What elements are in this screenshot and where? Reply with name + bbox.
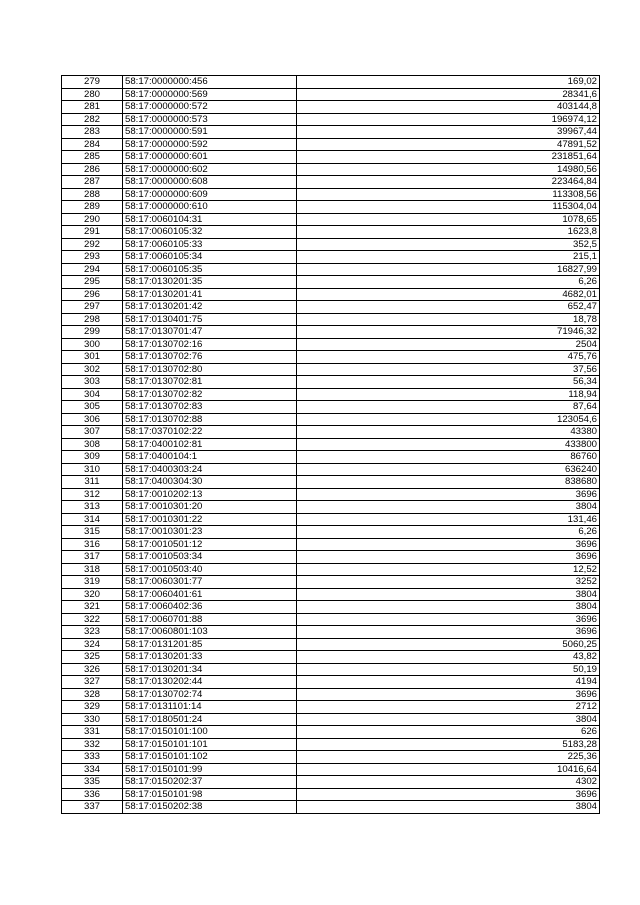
value-cell: 71946,32 (297, 326, 600, 339)
value-cell: 169,02 (297, 76, 600, 89)
value-cell: 3696 (297, 551, 600, 564)
cadastral-number-cell: 58:17:0060402:36 (123, 601, 297, 614)
cadastral-number-cell: 58:17:0131201:85 (123, 638, 297, 651)
cadastral-number-cell: 58:17:0000000:602 (123, 163, 297, 176)
value-cell: 118,94 (297, 388, 600, 401)
row-number-cell: 320 (62, 588, 123, 601)
table-row (62, 338, 600, 351)
table-row (62, 101, 600, 114)
row-number-cell: 283 (62, 126, 123, 139)
row-number-cell: 305 (62, 401, 123, 414)
table-body (62, 76, 600, 814)
cadastral-number-cell: 58:17:0060701:88 (123, 613, 297, 626)
value-cell: 838680 (297, 476, 600, 489)
cadastral-number-cell: 58:17:0010301:23 (123, 526, 297, 539)
table-row (62, 776, 600, 789)
cadastral-number-cell: 58:17:0000000:591 (123, 126, 297, 139)
table-row (62, 226, 600, 239)
value-cell: 3696 (297, 788, 600, 801)
cadastral-number-cell: 58:17:0000000:608 (123, 176, 297, 189)
table-row (62, 713, 600, 726)
row-number-cell: 281 (62, 101, 123, 114)
cadastral-number-cell: 58:17:0130702:74 (123, 688, 297, 701)
table-row (62, 751, 600, 764)
row-number-cell: 314 (62, 513, 123, 526)
row-number-cell: 298 (62, 313, 123, 326)
table-row (62, 326, 600, 339)
table-row (62, 551, 600, 564)
table-row (62, 763, 600, 776)
row-number-cell: 280 (62, 88, 123, 101)
row-number-cell: 290 (62, 213, 123, 226)
value-cell: 352,5 (297, 238, 600, 251)
cadastral-number-cell: 58:17:0010503:40 (123, 563, 297, 576)
value-cell: 636240 (297, 463, 600, 476)
row-number-cell: 316 (62, 538, 123, 551)
value-cell: 6,26 (297, 526, 600, 539)
cadastral-value-table (61, 75, 600, 814)
table-row (62, 126, 600, 139)
table-row (62, 601, 600, 614)
cadastral-number-cell: 58:17:0150202:38 (123, 801, 297, 814)
value-cell: 10416,64 (297, 763, 600, 776)
cadastral-number-cell: 58:17:0130702:80 (123, 363, 297, 376)
cadastral-number-cell: 58:17:0130702:76 (123, 351, 297, 364)
row-number-cell: 327 (62, 676, 123, 689)
cadastral-number-cell: 58:17:0180501:24 (123, 713, 297, 726)
value-cell: 56,34 (297, 376, 600, 389)
cadastral-number-cell: 58:17:0130201:34 (123, 663, 297, 676)
cadastral-number-cell: 58:17:0130702:88 (123, 413, 297, 426)
value-cell: 3696 (297, 488, 600, 501)
row-number-cell: 301 (62, 351, 123, 364)
table-row (62, 401, 600, 414)
value-cell: 43,82 (297, 651, 600, 664)
cadastral-number-cell: 58:17:0130702:81 (123, 376, 297, 389)
table-row (62, 313, 600, 326)
value-cell: 5060,25 (297, 638, 600, 651)
row-number-cell: 308 (62, 438, 123, 451)
cadastral-number-cell: 58:17:0400102:81 (123, 438, 297, 451)
table-row (62, 388, 600, 401)
table-row (62, 651, 600, 664)
value-cell: 12,52 (297, 563, 600, 576)
cadastral-number-cell: 58:17:0060105:32 (123, 226, 297, 239)
value-cell: 43380 (297, 426, 600, 439)
row-number-cell: 337 (62, 801, 123, 814)
cadastral-number-cell: 58:17:0130702:16 (123, 338, 297, 351)
cadastral-number-cell: 58:17:0010202:13 (123, 488, 297, 501)
table-row (62, 151, 600, 164)
row-number-cell: 279 (62, 76, 123, 89)
table-row (62, 613, 600, 626)
value-cell: 231851,64 (297, 151, 600, 164)
cadastral-number-cell: 58:17:0130702:83 (123, 401, 297, 414)
cadastral-number-cell: 58:17:0150101:100 (123, 726, 297, 739)
table-row (62, 801, 600, 814)
cadastral-number-cell: 58:17:0130202:44 (123, 676, 297, 689)
cadastral-number-cell: 58:17:0400303:24 (123, 463, 297, 476)
row-number-cell: 288 (62, 188, 123, 201)
value-cell: 3696 (297, 626, 600, 639)
row-number-cell: 328 (62, 688, 123, 701)
cadastral-number-cell: 58:17:0130401:75 (123, 313, 297, 326)
table-row (62, 301, 600, 314)
value-cell: 433800 (297, 438, 600, 451)
value-cell: 2504 (297, 338, 600, 351)
table-row (62, 726, 600, 739)
table-row (62, 663, 600, 676)
value-cell: 4194 (297, 676, 600, 689)
table-row (62, 638, 600, 651)
row-number-cell: 315 (62, 526, 123, 539)
row-number-cell: 331 (62, 726, 123, 739)
row-number-cell: 318 (62, 563, 123, 576)
cadastral-number-cell: 58:17:0060401:61 (123, 588, 297, 601)
value-cell: 215,1 (297, 251, 600, 264)
row-number-cell: 319 (62, 576, 123, 589)
row-number-cell: 324 (62, 638, 123, 651)
value-cell: 223464,84 (297, 176, 600, 189)
cadastral-number-cell: 58:17:0000000:610 (123, 201, 297, 214)
cadastral-number-cell: 58:17:0060105:34 (123, 251, 297, 264)
cadastral-number-cell: 58:17:0000000:601 (123, 151, 297, 164)
value-cell: 4682,01 (297, 288, 600, 301)
row-number-cell: 307 (62, 426, 123, 439)
cadastral-number-cell: 58:17:0060105:33 (123, 238, 297, 251)
value-cell: 123054,6 (297, 413, 600, 426)
value-cell: 5183,28 (297, 738, 600, 751)
cadastral-number-cell: 58:17:0000000:569 (123, 88, 297, 101)
value-cell: 131,46 (297, 513, 600, 526)
row-number-cell: 330 (62, 713, 123, 726)
value-cell: 37,56 (297, 363, 600, 376)
row-number-cell: 294 (62, 263, 123, 276)
value-cell: 113308,56 (297, 188, 600, 201)
value-cell: 652,47 (297, 301, 600, 314)
cadastral-number-cell: 58:17:0010501:12 (123, 538, 297, 551)
cadastral-number-cell: 58:17:0060301:77 (123, 576, 297, 589)
value-cell: 4302 (297, 776, 600, 789)
row-number-cell: 300 (62, 338, 123, 351)
row-number-cell: 293 (62, 251, 123, 264)
table-row (62, 701, 600, 714)
row-number-cell: 313 (62, 501, 123, 514)
row-number-cell: 321 (62, 601, 123, 614)
cadastral-number-cell: 58:17:0150101:101 (123, 738, 297, 751)
table-row (62, 88, 600, 101)
table-row (62, 113, 600, 126)
row-number-cell: 287 (62, 176, 123, 189)
cadastral-number-cell: 58:17:0150202:37 (123, 776, 297, 789)
table-row (62, 276, 600, 289)
cadastral-number-cell: 58:17:0000000:609 (123, 188, 297, 201)
table-row (62, 476, 600, 489)
row-number-cell: 296 (62, 288, 123, 301)
row-number-cell: 332 (62, 738, 123, 751)
cadastral-number-cell: 58:17:0000000:572 (123, 101, 297, 114)
cadastral-number-cell: 58:17:0130702:82 (123, 388, 297, 401)
cadastral-number-cell: 58:17:0150101:102 (123, 751, 297, 764)
table-row (62, 188, 600, 201)
value-cell: 196974,12 (297, 113, 600, 126)
cadastral-number-cell: 58:17:0130701:47 (123, 326, 297, 339)
value-cell: 3804 (297, 501, 600, 514)
table-row (62, 213, 600, 226)
table-row (62, 251, 600, 264)
value-cell: 87,64 (297, 401, 600, 414)
cadastral-number-cell: 58:17:0150101:99 (123, 763, 297, 776)
table-row (62, 688, 600, 701)
cadastral-number-cell: 58:17:0130201:42 (123, 301, 297, 314)
value-cell: 626 (297, 726, 600, 739)
value-cell: 6,26 (297, 276, 600, 289)
row-number-cell: 310 (62, 463, 123, 476)
cadastral-number-cell: 58:17:0130201:41 (123, 288, 297, 301)
cadastral-number-cell: 58:17:0150101:98 (123, 788, 297, 801)
table-row (62, 463, 600, 476)
row-number-cell: 333 (62, 751, 123, 764)
row-number-cell: 309 (62, 451, 123, 464)
value-cell: 18,78 (297, 313, 600, 326)
table-row (62, 238, 600, 251)
row-number-cell: 304 (62, 388, 123, 401)
row-number-cell: 312 (62, 488, 123, 501)
table-row (62, 488, 600, 501)
value-cell: 225,36 (297, 751, 600, 764)
cadastral-number-cell: 58:17:0000000:573 (123, 113, 297, 126)
table-row (62, 438, 600, 451)
table-row (62, 363, 600, 376)
row-number-cell: 297 (62, 301, 123, 314)
value-cell: 1078,65 (297, 213, 600, 226)
value-cell: 2712 (297, 701, 600, 714)
cadastral-number-cell: 58:17:0060104:31 (123, 213, 297, 226)
value-cell: 3252 (297, 576, 600, 589)
row-number-cell: 311 (62, 476, 123, 489)
row-number-cell: 303 (62, 376, 123, 389)
value-cell: 47891,52 (297, 138, 600, 151)
row-number-cell: 286 (62, 163, 123, 176)
value-cell: 475,76 (297, 351, 600, 364)
table-row (62, 76, 600, 89)
row-number-cell: 323 (62, 626, 123, 639)
table-row (62, 263, 600, 276)
row-number-cell: 284 (62, 138, 123, 151)
table-row (62, 163, 600, 176)
row-number-cell: 282 (62, 113, 123, 126)
cadastral-number-cell: 58:17:0010503:34 (123, 551, 297, 564)
value-cell: 3804 (297, 601, 600, 614)
table-row (62, 288, 600, 301)
cadastral-number-cell: 58:17:0370102:22 (123, 426, 297, 439)
row-number-cell: 334 (62, 763, 123, 776)
row-number-cell: 322 (62, 613, 123, 626)
value-cell: 28341,6 (297, 88, 600, 101)
table-row (62, 451, 600, 464)
value-cell: 1623,8 (297, 226, 600, 239)
cadastral-number-cell: 58:17:0000000:592 (123, 138, 297, 151)
cadastral-number-cell: 58:17:0130201:33 (123, 651, 297, 664)
value-cell: 403144,8 (297, 101, 600, 114)
table-row (62, 138, 600, 151)
value-cell: 39967,44 (297, 126, 600, 139)
row-number-cell: 295 (62, 276, 123, 289)
value-cell: 3696 (297, 613, 600, 626)
table-row (62, 626, 600, 639)
cadastral-number-cell: 58:17:0131101:14 (123, 701, 297, 714)
value-cell: 115304,04 (297, 201, 600, 214)
table-row (62, 526, 600, 539)
cadastral-number-cell: 58:17:0060801:103 (123, 626, 297, 639)
row-number-cell: 292 (62, 238, 123, 251)
row-number-cell: 289 (62, 201, 123, 214)
value-cell: 86760 (297, 451, 600, 464)
value-cell: 3804 (297, 713, 600, 726)
row-number-cell: 306 (62, 413, 123, 426)
row-number-cell: 291 (62, 226, 123, 239)
cadastral-number-cell: 58:17:0010301:22 (123, 513, 297, 526)
value-cell: 3804 (297, 588, 600, 601)
value-cell: 3696 (297, 538, 600, 551)
table-row (62, 201, 600, 214)
table-row (62, 788, 600, 801)
value-cell: 50,19 (297, 663, 600, 676)
row-number-cell: 329 (62, 701, 123, 714)
table-row (62, 413, 600, 426)
table-row (62, 588, 600, 601)
table-row (62, 513, 600, 526)
table-row (62, 738, 600, 751)
table-row (62, 351, 600, 364)
cadastral-number-cell: 58:17:0010301:20 (123, 501, 297, 514)
cadastral-number-cell: 58:17:0060105:35 (123, 263, 297, 276)
row-number-cell: 335 (62, 776, 123, 789)
table-row (62, 176, 600, 189)
value-cell: 14980,56 (297, 163, 600, 176)
cadastral-number-cell: 58:17:0130201:35 (123, 276, 297, 289)
value-cell: 16827,99 (297, 263, 600, 276)
table-row (62, 376, 600, 389)
row-number-cell: 285 (62, 151, 123, 164)
row-number-cell: 317 (62, 551, 123, 564)
cadastral-number-cell: 58:17:0400104:1 (123, 451, 297, 464)
table-row (62, 501, 600, 514)
row-number-cell: 325 (62, 651, 123, 664)
table-row (62, 426, 600, 439)
table-row (62, 563, 600, 576)
cadastral-number-cell: 58:17:0400304:30 (123, 476, 297, 489)
value-cell: 3696 (297, 688, 600, 701)
table-row (62, 538, 600, 551)
row-number-cell: 302 (62, 363, 123, 376)
row-number-cell: 299 (62, 326, 123, 339)
table-row (62, 676, 600, 689)
row-number-cell: 336 (62, 788, 123, 801)
cadastral-number-cell: 58:17:0000000:456 (123, 76, 297, 89)
row-number-cell: 326 (62, 663, 123, 676)
value-cell: 3804 (297, 801, 600, 814)
table-row (62, 576, 600, 589)
